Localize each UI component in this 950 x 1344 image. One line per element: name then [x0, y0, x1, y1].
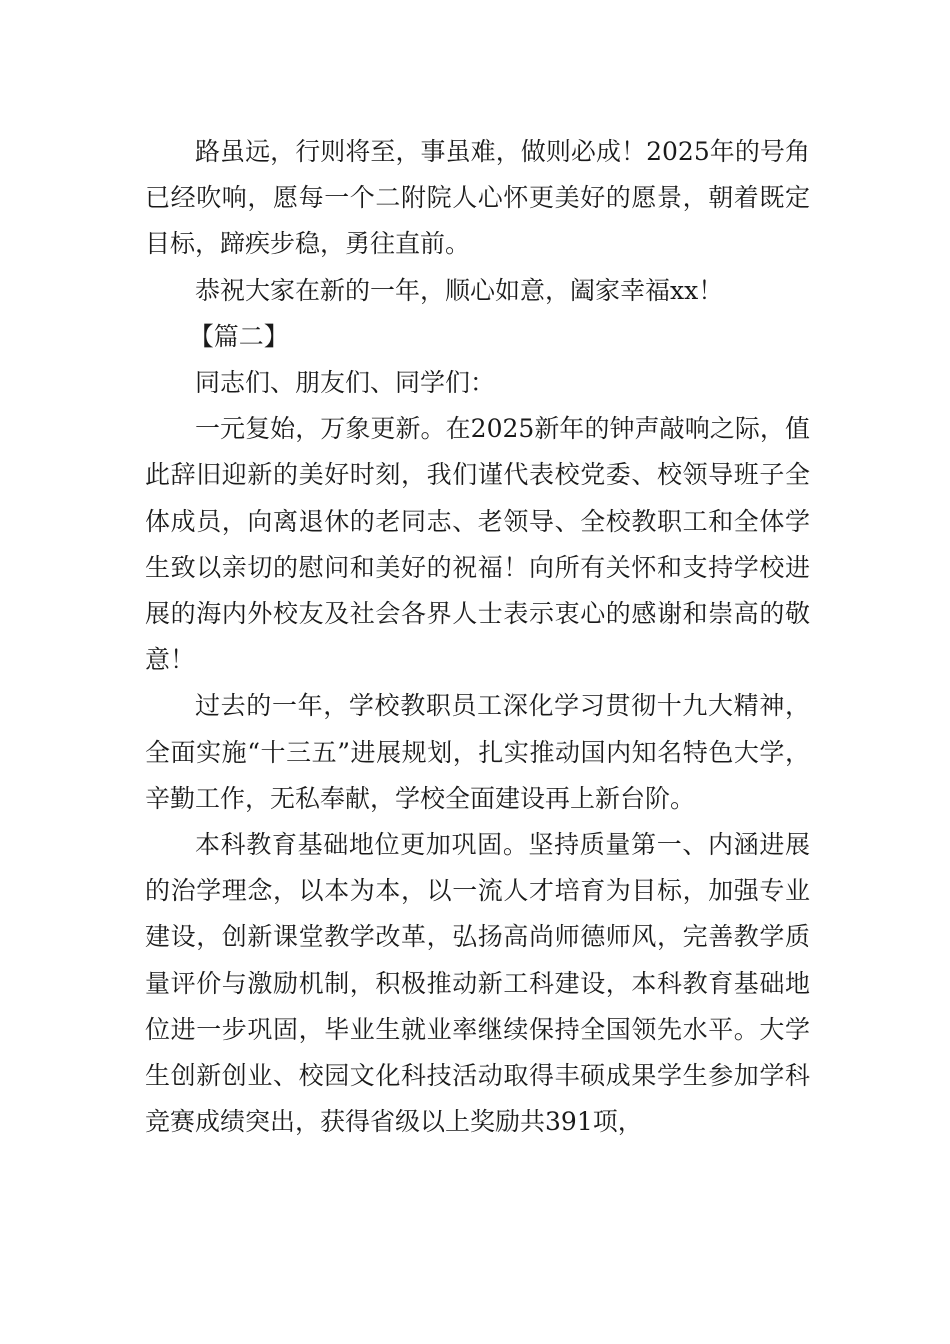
paragraph-closing-wish: 路虽远，行则将至，事虽难，做则必成！2025年的号角已经吹响，愿每一个二附院人心怀更美好的愿景，朝着既定目标，蹄疾步稳，勇往直前。 [145, 137, 810, 259]
paragraph-new-year-greeting: 一元复始，万象更新。在2025新年的钟声敲响之际，值此辞旧迎新的美好时刻，我们谨代表校党委、校领导班子全体成员，向离退休的老同志、老领导、全校教职工和全体学生致以亲切的慰问和美好的祝福！向所有关怀和支持学校进展的海内外校友及社会各界人士表示衷心的感谢和崇高的敬意！ [145, 414, 810, 675]
document-body [145, 129, 810, 1145]
paragraph-undergraduate-education: 本科教育基础地位更加巩固。坚持质量第一、内涵进展的治学理念，以本为本，以一流人才培育为目标，加强专业建设，创新课堂教学改革，弘扬高尚师德师风，完善教学质量评价与激励机制，积极推动新工科建设，本科教育基础地位进一步巩固，毕业生就业率继续保持全国领先水平。大学生创新创业、校园文化科技活动取得丰硕成果学生参加学科竞赛成绩突出，获得省级以上奖励共391项， [145, 830, 810, 1137]
paragraph-past-year-review: 过去的一年，学校教职员工深化学习贯彻十九大精神，全面实施“十三五”进展规划，扎实推动国内知名特色大学，辛勤工作，无私奉献，学校全面建设再上新台阶。 [145, 691, 810, 813]
section-heading-part-two: 【篇二】 [188, 321, 289, 351]
paragraph-greeting: 恭祝大家在新的一年，顺心如意，阖家幸福xx！ [195, 275, 724, 305]
paragraph-salutation: 同志们、朋友们、同学们： [195, 368, 496, 398]
